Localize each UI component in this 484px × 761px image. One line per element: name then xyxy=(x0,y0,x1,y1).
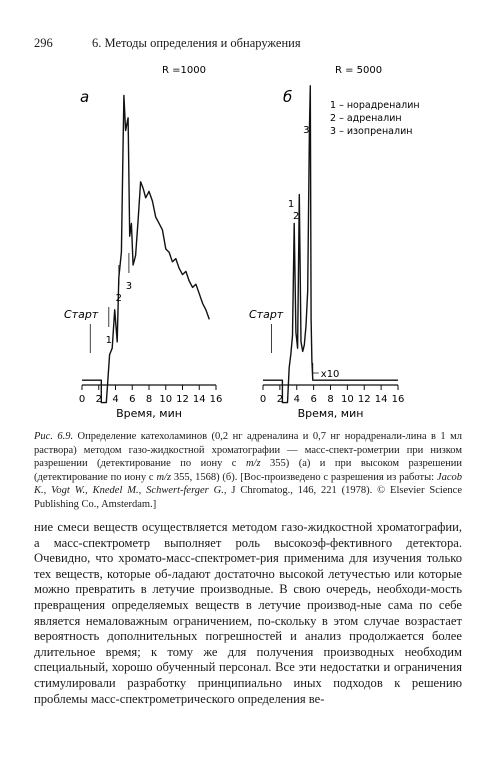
x-tick-label: 10 xyxy=(159,394,173,405)
x-tick-label: 8 xyxy=(145,394,153,405)
caption-text-2: 355) (а) и при высоком разрешении (детектирование по иону с xyxy=(34,458,463,483)
x-tick-label: 0 xyxy=(259,394,267,405)
peak-label: 3 xyxy=(125,281,133,292)
page-number: 296 xyxy=(34,36,53,50)
x-tick-label: 12 xyxy=(176,394,189,405)
body-paragraph: ние смеси веществ осуществляется методом газо-жидкостной хроматографии, а масс-спектрометр выполняет роль высокоэф-фективного детектора. Очевидно, что хромато-масс-спектромет-рия применима для изучения только тех веществ, которые об-ладают достаточно высокой летучестью или которые можно превратить в летучие производные. В свою очередь, необходи-мость превращения определяемых веществ в летучие производ-ные сама по себе является немаловажным ограничением, по-скольку в этом случае возрастает вероятность дополнительных погрешностей и анализ продолжается более длительное время; к тому же для получения производных необходим специальный, хорошо обученный персонал. Все эти недостатки и ограничения стимулировали разработку принципиально иных подходов к решению проблемы масс-спектрометрического определения ве- xyxy=(34,520,462,706)
x-tick-label: 6 xyxy=(310,394,317,405)
x-tick-label: 16 xyxy=(209,394,223,405)
x-axis-label: Время, мин xyxy=(297,407,364,420)
peak-label: 2 xyxy=(115,293,123,304)
x-tick-label: 4 xyxy=(293,394,300,405)
x-tick-label: 14 xyxy=(192,394,206,405)
caption-text-4: J Chromatog., 146, 221 (1978). © Elsevier Science Publishing Co., Amsterdam.] xyxy=(34,485,463,510)
figure-caption xyxy=(34,430,462,512)
peak-label: 1 xyxy=(287,199,295,210)
start-label: Старт xyxy=(64,308,99,321)
caption-text-3: 355, 1568) (б). [Вос-произведено с разрешения из работы: xyxy=(173,471,435,483)
legend-entry: 1 – норадреналин xyxy=(330,100,420,111)
x-tick-label: 10 xyxy=(341,394,354,405)
caption-mz-2: m/z xyxy=(156,471,172,483)
x-tick-label: 12 xyxy=(357,394,371,405)
caption-mz-1: m/z xyxy=(245,458,261,470)
x-tick-label: 6 xyxy=(129,394,136,405)
x10-marker xyxy=(313,363,319,373)
x-tick-label: 4 xyxy=(112,394,119,405)
legend-entry: 2 – адреналин xyxy=(330,113,402,124)
body-text xyxy=(34,520,462,707)
x-tick-label: 2 xyxy=(95,394,102,405)
chromatogram-trace xyxy=(82,95,209,402)
legend-entry: 3 – изопреналин xyxy=(330,126,413,137)
x-tick-label: 0 xyxy=(78,394,86,405)
resolution-label: R = 5000 xyxy=(335,65,383,76)
start-label: Старт xyxy=(249,308,284,321)
caption-text-1: Определение катехоламинов (0,2 нг адреналина и 0,7 нг норадренали-лина в 1 мл раствора) методом газо-жидкостной хроматографии — масс-спект-рометрии при низком разрешении (детектирование по иону с xyxy=(34,431,462,470)
x-axis-label: Время, мин xyxy=(116,407,182,420)
peak-label: 1 xyxy=(105,335,112,346)
resolution-label: R =1000 xyxy=(162,65,206,76)
x-tick-label: 14 xyxy=(374,394,388,405)
caption-authors: Jacob K., Vogt W., Knedel M., Schwert-ferger G., xyxy=(34,471,462,497)
x10-label: x10 xyxy=(320,369,340,380)
x-tick-label: 16 xyxy=(391,394,405,405)
x-tick-label: 2 xyxy=(276,394,284,405)
caption-label: Рис. 6.9. xyxy=(34,431,74,442)
peak-label: 2 xyxy=(292,211,300,222)
chapter-title: 6. Методы определения и обнаружения xyxy=(92,36,301,50)
panel-label: б xyxy=(283,88,293,106)
panel-label: а xyxy=(80,88,90,106)
x-tick-label: 8 xyxy=(327,394,334,405)
peak-label: 3 xyxy=(303,125,310,136)
